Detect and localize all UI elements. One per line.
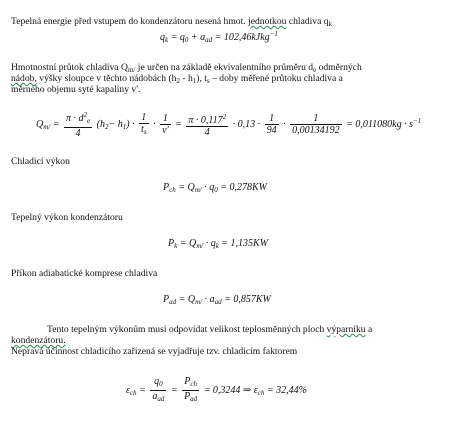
eq2-lhs-sub: m/ (43, 122, 51, 131)
eq6-result-sub: ch (257, 388, 265, 397)
eq5-lhs-sub: ad (169, 298, 177, 306)
eq6-frac1-num-sub: 0 (159, 380, 163, 388)
para-area-line2 (11, 335, 66, 346)
eq6-lhs-sub: ch (129, 388, 137, 397)
eq5-mid: · a (204, 294, 215, 305)
eq2-paren3: ) (126, 118, 130, 130)
eq2-frac5-den: 94 (266, 125, 277, 136)
eq4-result: = 1,135KW (221, 238, 269, 249)
equation-pad (163, 294, 271, 306)
para-energy-text-c: chladiva q (288, 16, 329, 27)
para2-l1-sub: m/ (127, 66, 136, 74)
eq4-rhs: = Q (179, 238, 197, 249)
label-adiabatic-text: Příkon adiabatické komprese chladiva (11, 268, 158, 279)
eq3-lhs: P (163, 182, 170, 193)
eq6-frac1-num: q (154, 376, 160, 387)
eq6-frac1 (150, 376, 166, 405)
equation-epsilon: $\varepsilon_{ch}$ = $\frac{q_0}{a_{ad}}$ = $\frac{P_{ch}}{P_{ad}}$ = 0,3244 ⇒ $\varepsilon_{ch} = 32,44\%$ (126, 376, 307, 403)
eq2-frac6 (290, 113, 342, 136)
para2-l2-c: - h (179, 73, 193, 84)
eq1-plus-sub: ad (205, 36, 213, 44)
eq4-rhs-sub: m/ (196, 242, 204, 250)
eq2-lhs: Q (36, 118, 44, 130)
eq2-paren2: − h (108, 118, 123, 130)
eq2-frac1: $\frac{\pi \cdot d^2_e}{4}$ (65, 111, 91, 139)
eq2-frac4-num: π · 0,117 (188, 114, 223, 126)
eq2-frac5-num: 1 (265, 113, 279, 125)
para-massflow-line3 (11, 84, 140, 95)
eq4-mid-sub: k (215, 242, 219, 250)
para2-l1-sub2: e (313, 66, 317, 74)
eq6-result: = 0,3244 ⇒ ε (203, 384, 258, 396)
para-cooling-factor (11, 346, 297, 357)
label-condenser-power (11, 212, 123, 223)
para2-l1-a: Hmotnostní průtok chladiva Q (11, 62, 128, 73)
equation-qm: $Q_{m/}$ = $\frac{\pi \cdot d^2_e}{4}$ $(h_2- h_1)$ · $\frac{1}{t_s}$ · $\frac{1}{v'}$ = $\frac{\pi \cdot 0,117^2}{4}$ · 0,13 · $\frac{1}{94}$ · $\frac{1}{0,00134192}$ = $0,011080kg \cdot s^{-1}$ (36, 111, 422, 139)
para3-l1-b: výparníku (326, 324, 366, 335)
para3-l3: Nepravá účinnost chladicího zařízená se vyjadřuje tzv. chladicím faktorem (11, 346, 298, 357)
eq2-frac2-den: t (141, 123, 144, 135)
eq2-frac4-den: 4 (204, 126, 210, 138)
eq2-frac1-num: π · d (65, 113, 84, 124)
para2-l2-b: výšky sloupce v těchto nádobách (h (39, 73, 177, 84)
eq2-frac1-den: 4 (75, 128, 81, 139)
eq5-lhs: P (163, 294, 170, 305)
eq1-rhs: = q (170, 32, 185, 43)
para3-l1-c: a (365, 324, 373, 335)
para-energy-text-b: jednotkou (248, 16, 287, 27)
eq5-rhs-sub: m/ (195, 298, 203, 306)
eq3-mid-sub: 0 (214, 186, 218, 194)
para3-l2: kondenzátoru. (11, 335, 66, 346)
eq1-lhs-sub: k (165, 36, 169, 44)
para3-l1-a: Tento tepelným výkonům musí odpovídat velikost teplosměnných ploch (47, 324, 325, 335)
eq2-frac2-num: 1 (139, 112, 149, 124)
eq3-rhs: = Q (178, 182, 195, 193)
equation-pk (168, 238, 268, 250)
eq2-frac5 (265, 113, 279, 136)
para2-l2-d: ), t (196, 73, 207, 84)
para-area-line1 (47, 324, 372, 335)
para-massflow-line2: nádob, výšky sloupce v těchto nádobách $(h_2 - h_1)$, $t_s$ – doby měřené průtoku chladiva a (11, 73, 343, 85)
para2-l1-c: odměrných (318, 62, 362, 73)
eq6-frac2-num-sub: ch (190, 380, 197, 388)
label-adiabatic-power (11, 268, 157, 279)
equation-pch (163, 182, 267, 194)
label-cooling-power (11, 156, 70, 167)
eq3-mid: · q (204, 182, 215, 193)
eq2-mult: · 0,13 · (232, 118, 261, 130)
para-energy-text-a: Tepelná energie před vstupem do kondenzátoru nesená hmot. (11, 16, 246, 27)
eq2-result-sup: −1 (413, 116, 422, 125)
eq1-plus: + a (190, 32, 206, 43)
eq1-result-sup: −1 (269, 30, 278, 38)
eq3-rhs-sub: m/ (194, 186, 202, 194)
para2-l3: měrného objemu syté kapaliny v'. (11, 84, 141, 95)
eq6-frac2 (182, 376, 199, 405)
eq6-frac2-num: P (184, 376, 191, 387)
eq5-rhs: = Q (178, 294, 196, 305)
para-energy-sub: k (328, 20, 333, 28)
eq2-result: = 0,011080kg · s (346, 118, 414, 130)
eq3-lhs-sub: ch (169, 186, 176, 194)
label-condenser-text: Tepelný výkon kondenzátoru (11, 212, 123, 223)
eq3-result: = 0,278KW (220, 182, 267, 193)
eq2-frac2: $\frac{1}{t_s}$ (141, 111, 147, 136)
eq4-lhs-sub: k (174, 242, 178, 250)
eq2-frac4: $\frac{\pi \cdot 0,117^2}{4}$ (188, 112, 227, 138)
para2-l2-a: nádob, (11, 73, 37, 84)
eq5-mid-sub: ad (214, 298, 222, 306)
eq4-lhs: P (168, 238, 175, 249)
para2-l1-b: je určen na základě ekvivalentního průměru d (137, 62, 314, 73)
eq2-frac6-num: 1 (290, 113, 342, 125)
eq2-frac3-num: 1 (160, 113, 171, 125)
eq1-result: = 102,46kJkg (214, 32, 270, 43)
eq5-result: = 0,857KW (224, 294, 271, 305)
eq6-frac2-den: P (184, 391, 191, 402)
eq6-frac1-den-sub: ad (157, 395, 165, 403)
equation-qk (160, 30, 278, 44)
eq4-mid: · q (205, 238, 216, 249)
para2-l2-e: – doby měřené průtoku chladiva a (209, 73, 343, 84)
eq1-lhs: q (160, 32, 165, 43)
label-cooling-text: Chladicí výkon (11, 156, 70, 167)
eq2-paren: (h (96, 118, 105, 130)
para-energy (11, 16, 332, 30)
eq2-frac3 (160, 113, 171, 136)
eq6-frac1-den: a (152, 391, 158, 402)
eq6-lhs: ε (126, 384, 130, 396)
eq2-frac3-den: v' (162, 125, 169, 136)
eq1-rhs-sub: 0 (184, 36, 189, 44)
eq2-frac6-den: 0,00134192 (292, 125, 340, 136)
eq6-result-end: = 32,44% (266, 384, 307, 396)
eq6-frac2-den-sub: ad (190, 395, 198, 403)
